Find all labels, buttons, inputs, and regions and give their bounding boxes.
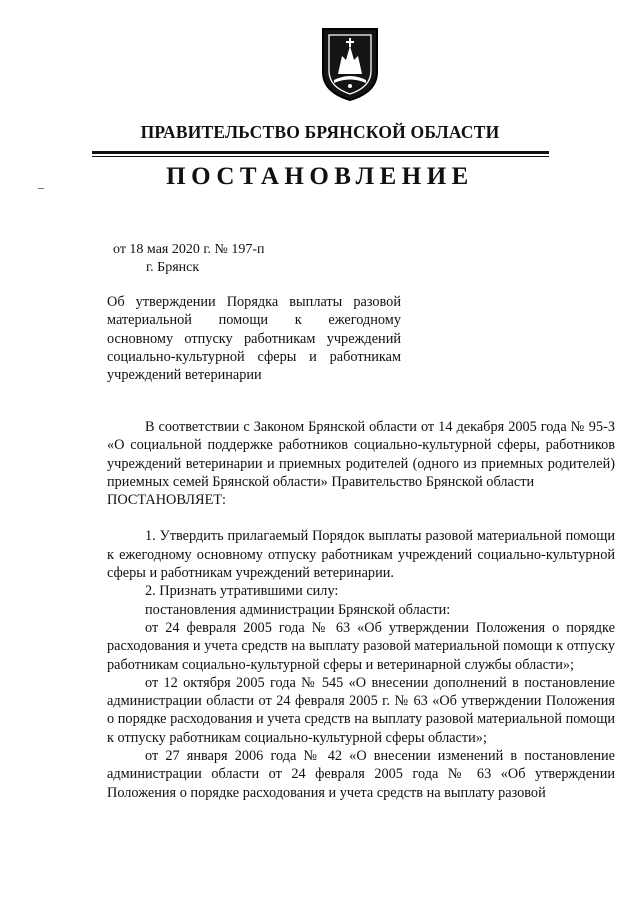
margin-mark [38, 188, 44, 189]
repealed-ref-1: от 24 февраля 2005 года № 63 «Об утверждении Положения о порядке расходования и учета средств на выплату разовой материальной помощи к отпуску работникам социально-культурной сферы и ветеринарной службы области»; [107, 619, 615, 673]
organization-title: ПРАВИТЕЛЬСТВО БРЯНСКОЙ ОБЛАСТИ [140, 122, 500, 142]
repealed-ref-3: от 27 января 2006 года № 42 «О внесении изменений в постановление администрации области от 24 февраля 2005 года № 63 «Об утверждении Положения о порядке расходования и учета средств на выплату разовой [107, 748, 615, 801]
resolves-heading: ПОСТАНОВЛЯЕТ: [107, 492, 227, 509]
document-type-title: ПОСТАНОВЛЕНИЕ [166, 163, 474, 190]
item-1-paragraph: 1. Утвердить прилагаемый Порядок выплаты разовой материальной помощи к ежегодному основному отпуску работникам учреждений социально-культурной сферы и работникам учреждений ветеринарии. [107, 528, 615, 582]
repealed-ref-2: от 12 октября 2005 года № 545 «О внесении дополнений в постановление администрации области от 24 февраля 2005 г. № 63 «Об утверждении Положения о порядке расходования и учета средств на выплату разовой материальной помощи к отпуску работникам социально-культурной сферы области»; [107, 674, 615, 746]
document-subject [107, 293, 401, 384]
item-2-paragraph: 2. Признать утратившими силу: [145, 583, 339, 600]
subject-text: Об утверждении Порядка выплаты разовой материальной помощи к ежегодному основному отпуску работникам учреждений социально-культурной сферы и работникам учреждений ветеринарии [107, 294, 401, 384]
header-rule-thick [92, 151, 549, 154]
coat-of-arms-icon [320, 26, 380, 102]
document-city: г. Брянск [146, 260, 200, 275]
document-date-number: от 18 мая 2020 г. № 197-п [113, 242, 265, 257]
header-rule-thin [92, 156, 549, 157]
document-body [107, 418, 615, 802]
item-2-intro: постановления администрации Брянской области: [145, 601, 451, 618]
preamble-paragraph: В соответствии с Законом Брянской области от 14 декабря 2005 года № 95-З «О социальной поддержке работников социально-культурной сферы, работников учреждений ветеринарии и приемных родителей (одного из приемных родителей) приемных семей Брянской области» Правительство Брянской области [107, 419, 615, 490]
